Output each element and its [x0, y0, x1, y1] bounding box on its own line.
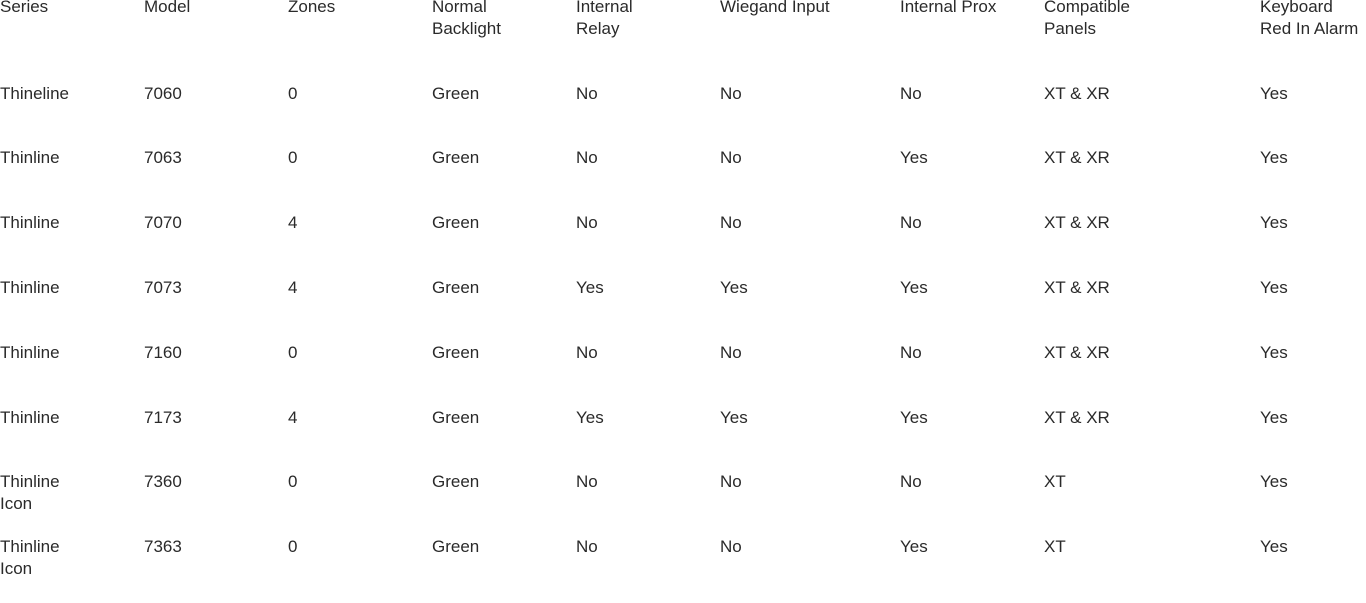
header-compatible-panels: Compatible Panels — [1044, 0, 1130, 38]
cell-keyboard-red-in-alarm: Yes — [1260, 537, 1288, 556]
cell-internal-relay: Yes — [576, 408, 604, 427]
cell-internal-prox: Yes — [900, 278, 928, 297]
cell-normal-backlight: Green — [432, 408, 480, 427]
cell-internal-relay: Yes — [576, 278, 604, 297]
cell-keyboard-red-in-alarm: Yes — [1260, 343, 1288, 362]
cell-series: Thinline — [0, 408, 60, 427]
cell-internal-relay: No — [576, 343, 598, 362]
cell-internal-prox: No — [900, 343, 922, 362]
cell-internal-relay: No — [576, 213, 598, 232]
cell-wiegand-input: Yes — [720, 278, 748, 297]
cell-normal-backlight: Green — [432, 343, 480, 362]
table-row — [0, 83, 1366, 148]
cell-model: 7173 — [144, 408, 182, 427]
cell-internal-relay: No — [576, 148, 598, 167]
cell-zones: 0 — [288, 343, 298, 362]
cell-series: Thinline — [0, 343, 60, 362]
cell-zones: 0 — [288, 84, 298, 103]
cell-internal-prox: No — [900, 472, 922, 491]
cell-compatible-panels: XT & XR — [1044, 408, 1110, 427]
table-row — [0, 147, 1366, 212]
cell-zones: 0 — [288, 472, 298, 491]
cell-internal-prox: No — [900, 213, 922, 232]
cell-series: Thineline — [0, 84, 69, 103]
cell-keyboard-red-in-alarm: Yes — [1260, 278, 1288, 297]
header-series: Series — [0, 0, 49, 16]
cell-model: 7070 — [144, 213, 182, 232]
header-internal-prox: Internal Prox — [900, 0, 997, 16]
cell-wiegand-input: No — [720, 537, 742, 556]
cell-keyboard-red-in-alarm: Yes — [1260, 148, 1288, 167]
table-row — [0, 536, 1366, 601]
cell-model: 7363 — [144, 537, 182, 556]
cell-normal-backlight: Green — [432, 213, 480, 232]
table-row — [0, 342, 1366, 407]
cell-internal-relay: No — [576, 472, 598, 491]
cell-zones: 4 — [288, 213, 298, 232]
cell-internal-prox: Yes — [900, 148, 928, 167]
cell-keyboard-red-in-alarm: Yes — [1260, 472, 1288, 491]
header-model: Model — [144, 0, 191, 16]
cell-compatible-panels: XT & XR — [1044, 278, 1110, 297]
cell-zones: 0 — [288, 537, 298, 556]
cell-compatible-panels: XT & XR — [1044, 343, 1110, 362]
cell-series: Thinline Icon — [0, 537, 60, 578]
cell-model: 7360 — [144, 472, 182, 491]
cell-model: 7073 — [144, 278, 182, 297]
cell-normal-backlight: Green — [432, 537, 480, 556]
cell-zones: 0 — [288, 148, 298, 167]
cell-keyboard-red-in-alarm: Yes — [1260, 213, 1288, 232]
cell-wiegand-input: No — [720, 84, 742, 103]
cell-compatible-panels: XT — [1044, 472, 1066, 491]
cell-compatible-panels: XT — [1044, 537, 1066, 556]
cell-model: 7060 — [144, 84, 182, 103]
cell-internal-relay: No — [576, 84, 598, 103]
table-row — [0, 407, 1366, 472]
cell-normal-backlight: Green — [432, 148, 480, 167]
table-row — [0, 277, 1366, 342]
cell-keyboard-red-in-alarm: Yes — [1260, 408, 1288, 427]
cell-series: Thinline — [0, 148, 60, 167]
header-internal-relay: Internal Relay — [576, 0, 633, 38]
cell-series: Thinline Icon — [0, 472, 60, 513]
cell-wiegand-input: No — [720, 343, 742, 362]
cell-normal-backlight: Green — [432, 472, 480, 491]
table-row — [0, 471, 1366, 536]
cell-keyboard-red-in-alarm: Yes — [1260, 84, 1288, 103]
cell-compatible-panels: XT & XR — [1044, 148, 1110, 167]
table-row — [0, 212, 1366, 277]
cell-normal-backlight: Green — [432, 278, 480, 297]
table-header-row — [0, 0, 1366, 65]
cell-wiegand-input: No — [720, 148, 742, 167]
cell-zones: 4 — [288, 278, 298, 297]
cell-wiegand-input: No — [720, 472, 742, 491]
cell-internal-prox: Yes — [900, 408, 928, 427]
cell-internal-relay: No — [576, 537, 598, 556]
header-wiegand-input: Wiegand Input — [720, 0, 830, 16]
cell-compatible-panels: XT & XR — [1044, 213, 1110, 232]
cell-internal-prox: Yes — [900, 537, 928, 556]
cell-series: Thinline — [0, 278, 60, 297]
cell-series: Thinline — [0, 213, 60, 232]
cell-compatible-panels: XT & XR — [1044, 84, 1110, 103]
cell-normal-backlight: Green — [432, 84, 480, 103]
header-normal-backlight: Normal Backlight — [432, 0, 501, 38]
cell-zones: 4 — [288, 408, 298, 427]
cell-wiegand-input: Yes — [720, 408, 748, 427]
cell-internal-prox: No — [900, 84, 922, 103]
header-keyboard-red-in-alarm: Keyboard Red In Alarm — [1260, 0, 1359, 38]
cell-model: 7063 — [144, 148, 182, 167]
cell-model: 7160 — [144, 343, 182, 362]
cell-wiegand-input: No — [720, 213, 742, 232]
header-zones: Zones — [288, 0, 336, 16]
